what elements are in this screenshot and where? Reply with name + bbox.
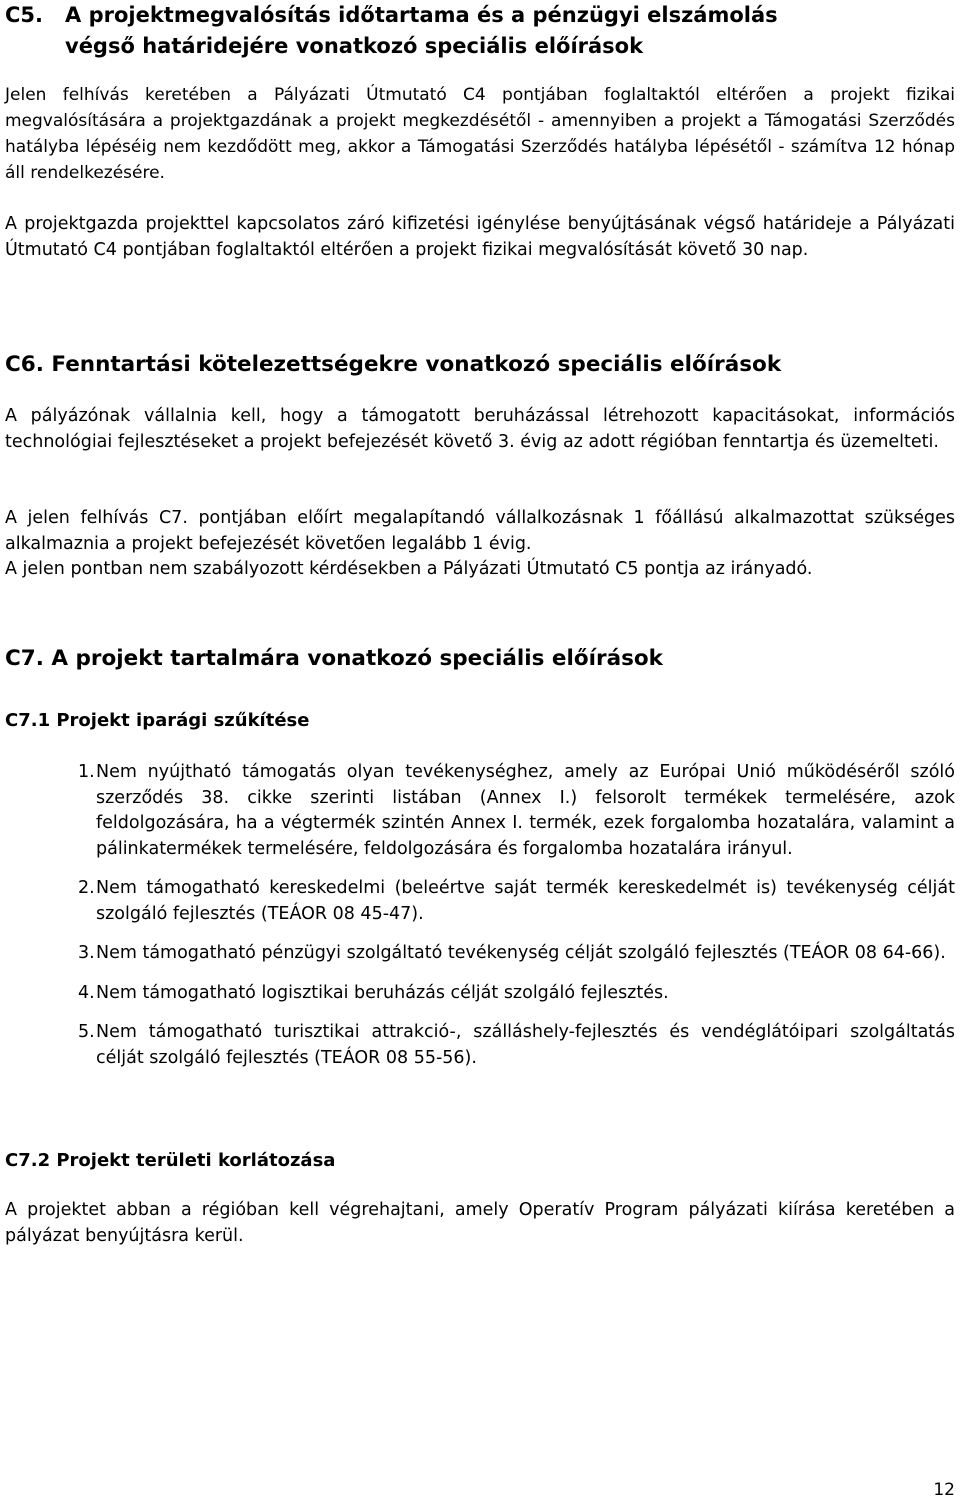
list-item-text: Nem támogatható kereskedelmi (beleértve saját termék kereskedelmét is) tevékenység célját szolgáló fejlesztés (TEÁOR 08 45-47). — [96, 878, 955, 924]
list-item — [5, 876, 955, 927]
section-c5-number: C5. — [5, 3, 44, 27]
list-item-number: 2. — [78, 878, 95, 898]
section-c7-2-paragraph: A projektet abban a régióban kell végrehajtani, amely Operatív Program pályázati kiírása keretében a pályázat benyújtásra kerül. — [5, 1200, 955, 1246]
page-number: 12 — [933, 1480, 955, 1500]
section-c5-title-line2: végső határidejére vonatkozó speciális előírások — [65, 34, 644, 58]
section-c5-heading — [5, 0, 955, 62]
section-c6-paragraph-2: A jelen felhívás C7. pontjában előírt megalapítandó vállalkozásnak 1 főállású alkalmazottat szükséges alkalmaznia a projekt befejezését követően legalább 1 évig. — [5, 508, 955, 554]
list-item-number: 5. — [78, 1022, 95, 1042]
list-item-text: Nem támogatható turisztikai attrakció-, szálláshely-fejlesztés és vendéglátóipari szolgáltatás célját szolgáló fejlesztés (TEÁOR 08 55-56). — [96, 1022, 955, 1068]
list-item-text: Nem nyújtható támogatás olyan tevékenységhez, amely az Európai Unió működéséről szóló szerződés 38. cikke szerinti listában (Annex I.) felsorolt termékek termelésére, azok feldolgozására, ha a végtermék szintén Annex I. termék, ezek forgalomba hozatalára, valamint a pálinkatermékek termelésére, feldolgozására és forgalomba hozatalára irányul. — [96, 762, 955, 859]
section-c7-heading: C7. A projekt tartalmára vonatkozó speciális előírások — [5, 646, 663, 671]
section-c5-paragraph-2: A projektgazda projekttel kapcsolatos záró kifizetési igénylése benyújtásának végső határideje a Pályázati Útmutató C4 pontjában foglaltaktól eltérően a projekt fizikai megvalósítását követő 30 nap. — [5, 214, 955, 260]
list-item-number: 1. — [78, 762, 95, 782]
section-c6-heading: C6. Fenntartási kötelezettségekre vonatkozó speciális előírások — [5, 352, 782, 377]
section-c5-title-line1: A projektmegvalósítás időtartama és a pénzügyi elszámolás — [65, 3, 778, 27]
list-item-text: Nem támogatható pénzügyi szolgáltató tevékenység célját szolgáló fejlesztés (TEÁOR 08 64-66). — [96, 943, 946, 963]
list-item-number: 4. — [78, 982, 95, 1003]
section-c6-paragraph-1: A pályázónak vállalnia kell, hogy a támogatott beruházással létrehozott kapacitásokat, információs technológiai fejlesztéseket a projekt befejezését követő 3. évig az adott régióban fenntartja és üzemelteti. — [5, 406, 955, 452]
section-c6-paragraph-3: A jelen pontban nem szabályozott kérdésekben a Pályázati Útmutató C5 pontja az irányadó. — [5, 559, 813, 579]
list-item-number: 3. — [78, 943, 95, 963]
section-c7-1-heading: C7.1 Projekt iparági szűkítése — [5, 710, 310, 731]
industry-restriction-list — [5, 760, 955, 1071]
list-item-text: Nem támogatható logisztikai beruházás célját szolgáló fejlesztés. — [96, 982, 669, 1003]
list-item — [5, 981, 955, 1007]
list-item — [5, 760, 955, 862]
section-c5-paragraph-1: Jelen felhívás keretében a Pályázati Útmutató C4 pontjában foglaltaktól eltérően a projekt fizikai megvalósítására a projektgazdának a projekt megkezdésétől - amennyiben a projekt a Támogatási Szerződés hatályba lépéséig nem kezdődött meg, akkor a Támogatási Szerződés hatályba lépésétől - számítva 12 hónap áll rendelkezésére. — [5, 85, 955, 183]
list-item — [5, 941, 955, 967]
section-c7-2-heading: C7.2 Projekt területi korlátozása — [5, 1150, 336, 1171]
list-item — [5, 1020, 955, 1071]
